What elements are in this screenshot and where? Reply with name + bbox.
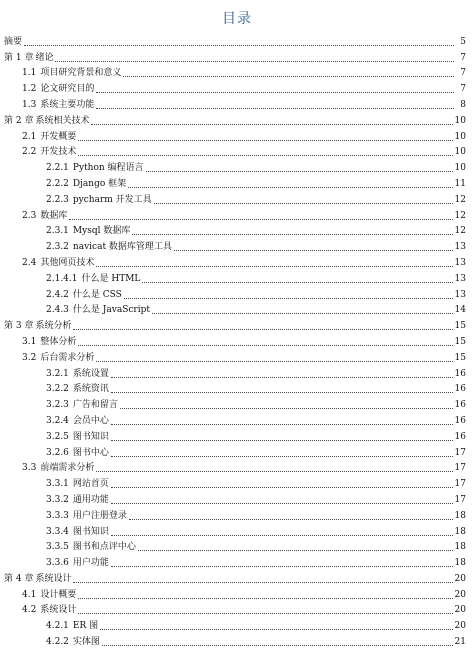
toc-entry[interactable]	[0, 506, 474, 522]
toc-entry-number: 3.2.4	[46, 415, 69, 426]
toc-dot-leader	[102, 645, 453, 646]
toc-entry-page-number: 14	[454, 305, 466, 316]
toc-entry-label: 后台需求分析	[40, 352, 95, 363]
toc-dot-leader	[111, 487, 453, 488]
toc-entry[interactable]	[0, 474, 474, 490]
toc-dot-leader	[124, 298, 453, 299]
toc-dot-leader	[111, 424, 453, 425]
toc-entry-label: 数据库	[40, 210, 68, 221]
toc-entry[interactable]	[0, 95, 474, 111]
toc-dot-leader	[96, 471, 452, 472]
toc-entry-page-number: 8	[460, 99, 466, 110]
toc-entry-page-number: 20	[454, 621, 466, 632]
toc-entry-label: 其他网页技术	[40, 257, 95, 268]
toc-entry-page-number: 10	[454, 147, 466, 158]
page-title: 目录	[222, 11, 252, 27]
toc-dot-leader	[78, 140, 452, 141]
toc-entry-page-number: 12	[454, 226, 466, 237]
toc-entry-page-number: 16	[454, 415, 466, 426]
toc-dot-leader	[96, 266, 452, 267]
toc-entry-number: 2.1.4.1	[46, 273, 78, 284]
toc-entry[interactable]	[0, 64, 474, 80]
toc-entry[interactable]	[0, 601, 474, 617]
toc-dot-leader	[73, 329, 452, 330]
toc-entry[interactable]	[0, 158, 474, 174]
toc-entry-label: 什么是 HTML	[81, 273, 141, 284]
toc-entry-label: Python 编程语言	[72, 163, 144, 174]
toc-dot-leader	[24, 45, 454, 46]
toc-entry-number: 3.2.2	[46, 384, 69, 395]
toc-entry-page-number: 13	[454, 273, 466, 284]
toc-dot-leader	[129, 519, 453, 520]
toc-dot-leader	[55, 61, 454, 62]
toc-entry-page-number: 7	[460, 68, 466, 79]
toc-entry[interactable]	[0, 79, 474, 95]
toc-entry[interactable]	[0, 48, 474, 64]
toc-entry-page-number: 10	[454, 115, 466, 126]
toc-dot-leader	[111, 440, 453, 441]
toc-entry[interactable]	[0, 190, 474, 206]
toc-entry-page-number: 16	[454, 384, 466, 395]
toc-entry-page-number: 5	[460, 36, 466, 47]
toc-entry-label: 开发技术	[40, 147, 77, 158]
toc-entry-number: 3.2.6	[46, 447, 69, 458]
toc-entry-label: Django 框架	[72, 178, 127, 189]
toc-entry-number: 3.2	[22, 352, 37, 363]
toc-dot-leader	[111, 392, 453, 393]
toc-entry-page-number: 17	[454, 447, 466, 458]
toc-entry[interactable]	[0, 459, 474, 475]
toc-dot-leader	[111, 566, 453, 567]
toc-entry[interactable]	[0, 206, 474, 222]
toc-entry-label: 什么是 JavaScript	[72, 305, 150, 316]
toc-entry-number: 2.4.2	[46, 289, 69, 300]
toc-entry[interactable]	[0, 411, 474, 427]
toc-dot-leader	[73, 582, 452, 583]
toc-entry-page-number: 13	[454, 289, 466, 300]
toc-entry-label: pycharm 开发工具	[72, 194, 152, 205]
toc-entry[interactable]	[0, 348, 474, 364]
toc-entry-number: 3.3.6	[46, 558, 69, 569]
toc-dot-leader	[152, 313, 453, 314]
toc-entry[interactable]	[0, 364, 474, 380]
toc-entry-number: 2.2.3	[46, 194, 69, 205]
toc-entry[interactable]	[0, 269, 474, 285]
toc-entry-label: 用户功能	[72, 558, 109, 569]
toc-entry-label: 摘要	[4, 36, 23, 47]
toc-entry-label: 系统主要功能	[40, 99, 95, 110]
toc-entry-number: 第 1 章	[4, 52, 34, 63]
toc-entry[interactable]	[0, 553, 474, 569]
toc-entry-number: 1.2	[22, 84, 37, 95]
toc-entry-number: 3.2.3	[46, 400, 69, 411]
toc-entry-label: 图书知识	[72, 431, 109, 442]
toc-entry[interactable]	[0, 443, 474, 459]
toc-entry[interactable]	[0, 285, 474, 301]
toc-dot-leader	[132, 234, 452, 235]
toc-dot-leader	[142, 282, 452, 283]
toc-entry-number: 1.3	[22, 99, 37, 110]
toc-entry-page-number: 17	[454, 463, 466, 474]
toc-entry-number: 2.2.1	[46, 163, 69, 174]
toc-entry[interactable]	[0, 585, 474, 601]
toc-dot-leader	[100, 629, 452, 630]
toc-entry-label: 绪论	[35, 52, 54, 63]
toc-entry[interactable]	[0, 332, 474, 348]
toc-entry-label: 网站首页	[72, 479, 109, 490]
toc-entry-label: navicat 数据库管理工具	[72, 242, 172, 253]
toc-entry-label: 系统设计	[40, 605, 77, 616]
toc-dot-leader	[91, 124, 452, 125]
table-of-contents	[0, 32, 474, 648]
toc-entry-page-number: 12	[454, 194, 466, 205]
toc-entry-number: 2.3.2	[46, 242, 69, 253]
toc-entry-page-number: 16	[454, 368, 466, 379]
toc-entry-number: 第 3 章	[4, 321, 34, 332]
toc-entry-label: 论文研究目的	[40, 84, 95, 95]
toc-entry[interactable]	[0, 32, 474, 48]
toc-entry-number: 4.2.1	[46, 621, 69, 632]
toc-entry-label: 项目研究背景和意义	[40, 68, 122, 79]
toc-entry[interactable]	[0, 538, 474, 554]
toc-entry-label: 什么是 CSS	[72, 289, 122, 300]
toc-entry-page-number: 20	[454, 605, 466, 616]
toc-entry-page-number: 15	[454, 336, 466, 347]
toc-entry-number: 3.2.5	[46, 431, 69, 442]
toc-entry-number: 3.3.1	[46, 479, 69, 490]
toc-dot-leader	[174, 250, 453, 251]
toc-dot-leader	[120, 408, 453, 409]
toc-entry[interactable]	[0, 127, 474, 143]
toc-entry-page-number: 16	[454, 431, 466, 442]
toc-entry-page-number: 17	[454, 479, 466, 490]
toc-entry-page-number: 15	[454, 321, 466, 332]
toc-dot-leader	[111, 503, 453, 504]
toc-entry[interactable]	[0, 174, 474, 190]
toc-entry-number: 4.2	[22, 605, 37, 616]
toc-entry[interactable]	[0, 427, 474, 443]
toc-entry-page-number: 16	[454, 400, 466, 411]
toc-entry-label: 设计概要	[40, 589, 77, 600]
toc-entry-label: 广告和留言	[72, 400, 118, 411]
toc-entry-page-number: 13	[454, 242, 466, 253]
toc-entry-label: 整体分析	[40, 336, 77, 347]
toc-entry-label: 用户注册登录	[72, 510, 127, 521]
toc-entry[interactable]	[0, 301, 474, 317]
toc-entry-number: 3.2.1	[46, 368, 69, 379]
toc-dot-leader	[78, 598, 452, 599]
toc-dot-leader	[96, 108, 454, 109]
toc-entry-page-number: 18	[454, 558, 466, 569]
toc-entry[interactable]	[0, 569, 474, 585]
toc-dot-leader	[96, 361, 452, 362]
toc-entry-label: 会员中心	[72, 415, 109, 426]
toc-dot-leader	[146, 171, 453, 172]
toc-entry-number: 2.4.3	[46, 305, 69, 316]
toc-entry-label: 通用功能	[72, 494, 109, 505]
toc-entry-page-number: 21	[454, 637, 466, 648]
toc-entry-number: 2.2.2	[46, 178, 69, 189]
toc-entry-page-number: 12	[454, 210, 466, 221]
toc-entry[interactable]	[0, 237, 474, 253]
toc-entry-number: 3.3.2	[46, 494, 69, 505]
toc-entry-page-number: 20	[454, 589, 466, 600]
toc-entry-number: 3.3.5	[46, 542, 69, 553]
toc-entry[interactable]	[0, 143, 474, 159]
toc-entry-page-number: 7	[460, 52, 466, 63]
toc-entry-label: 图书和点评中心	[72, 542, 136, 553]
toc-entry-number: 2.2	[22, 147, 37, 158]
toc-entry-page-number: 10	[454, 163, 466, 174]
toc-dot-leader	[111, 456, 453, 457]
toc-entry-page-number: 10	[454, 131, 466, 142]
toc-entry-page-number: 17	[454, 494, 466, 505]
toc-entry-label: ER 图	[72, 621, 99, 632]
toc-entry-number: 3.3	[22, 463, 37, 474]
toc-dot-leader	[123, 76, 454, 77]
toc-entry-label: 图书知识	[72, 526, 109, 537]
toc-entry-label: 实体图	[72, 637, 100, 648]
toc-entry-label: 系统设置	[72, 368, 109, 379]
toc-entry-number: 3.3.3	[46, 510, 69, 521]
toc-dot-leader	[154, 203, 453, 204]
toc-entry-number: 1.1	[22, 68, 37, 79]
toc-entry-number: 4.1	[22, 589, 37, 600]
toc-entry-label: 图书中心	[72, 447, 109, 458]
toc-entry-page-number: 18	[454, 510, 466, 521]
toc-entry-page-number: 18	[454, 542, 466, 553]
toc-entry-number: 第 4 章	[4, 573, 34, 584]
toc-entry-label: 系统设计	[35, 573, 72, 584]
toc-entry[interactable]	[0, 222, 474, 238]
toc-entry-page-number: 20	[454, 573, 466, 584]
toc-entry-page-number: 13	[454, 257, 466, 268]
toc-entry[interactable]	[0, 632, 474, 648]
toc-entry-label: Mysql 数据库	[72, 226, 131, 237]
toc-entry-label: 系统分析	[35, 321, 72, 332]
toc-entry-number: 第 2 章	[4, 115, 34, 126]
toc-entry-number: 2.3	[22, 210, 37, 221]
toc-entry-label: 开发概要	[40, 131, 77, 142]
toc-entry-label: 前端需求分析	[40, 463, 95, 474]
toc-entry[interactable]	[0, 253, 474, 269]
toc-entry-page-number: 18	[454, 526, 466, 537]
toc-dot-leader	[111, 377, 453, 378]
toc-entry-number: 3.3.4	[46, 526, 69, 537]
toc-entry[interactable]	[0, 522, 474, 538]
toc-entry[interactable]	[0, 316, 474, 332]
toc-entry[interactable]	[0, 111, 474, 127]
toc-entry-number: 2.3.1	[46, 226, 69, 237]
toc-entry[interactable]	[0, 490, 474, 506]
toc-dot-leader	[128, 187, 452, 188]
toc-entry[interactable]	[0, 616, 474, 632]
toc-entry[interactable]	[0, 395, 474, 411]
toc-entry-page-number: 7	[460, 84, 466, 95]
toc-entry-page-number: 11	[454, 178, 466, 189]
toc-entry-label: 系统相关技术	[35, 115, 90, 126]
toc-entry-number: 3.1	[22, 336, 37, 347]
toc-entry[interactable]	[0, 380, 474, 396]
toc-entry-number: 2.4	[22, 257, 37, 268]
toc-dot-leader	[138, 550, 453, 551]
toc-entry-number: 4.2.2	[46, 637, 69, 648]
toc-dot-leader	[78, 155, 452, 156]
toc-dot-leader	[96, 92, 454, 93]
toc-dot-leader	[111, 535, 453, 536]
toc-dot-leader	[69, 219, 452, 220]
toc-entry-page-number: 15	[454, 352, 466, 363]
toc-entry-number: 2.1	[22, 131, 37, 142]
toc-dot-leader	[78, 613, 452, 614]
toc-dot-leader	[78, 345, 452, 346]
toc-entry-label: 系统资讯	[72, 384, 109, 395]
